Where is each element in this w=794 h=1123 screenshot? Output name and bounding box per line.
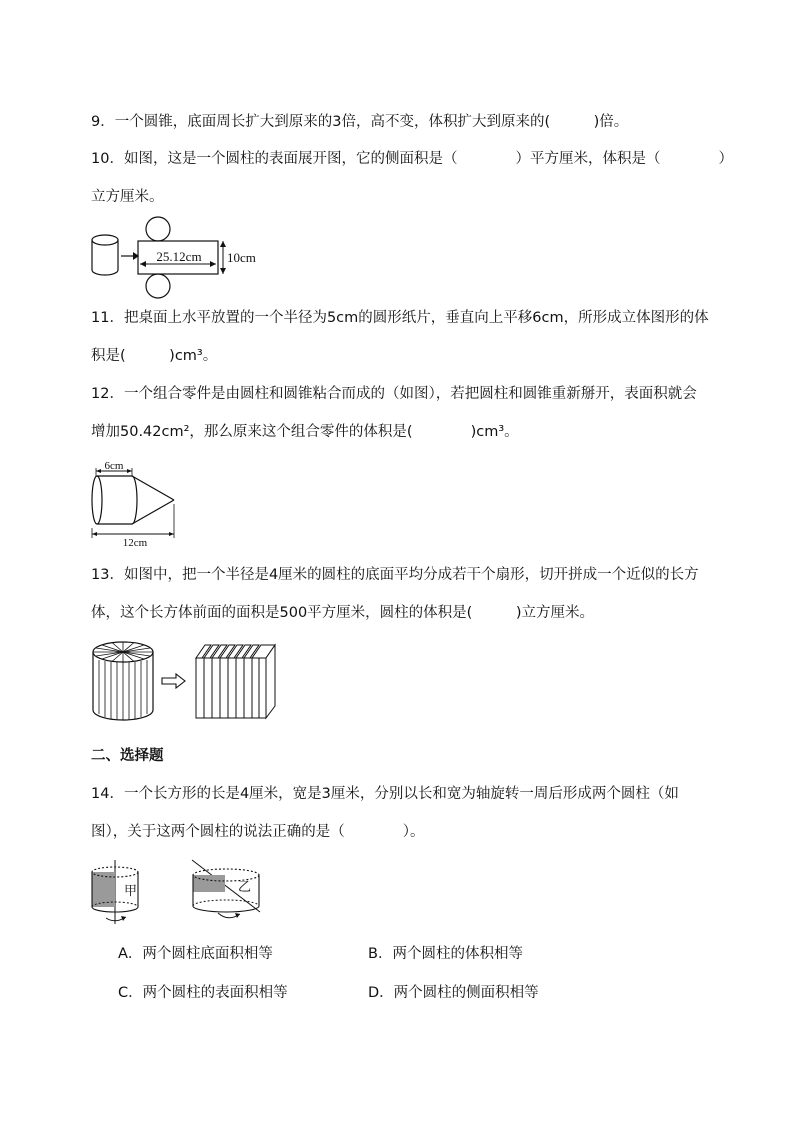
- total-length-label: 12cm: [122, 537, 148, 549]
- question-10-line-2: 立方厘米。: [91, 189, 164, 205]
- question-14-line-2: 图），关于这两个圆柱的说法正确的是（ ）。: [91, 824, 425, 840]
- option-d[interactable]: D．两个圆柱的侧面积相等: [368, 985, 539, 1001]
- sliced-cylinder: [93, 642, 153, 720]
- question-12-line-2: 增加50.42cm²，那么原来这个组合零件的体积是( )cm³。: [91, 424, 519, 440]
- top-circle: [146, 217, 170, 241]
- cylinder-yi: [192, 860, 260, 918]
- label-jia: 甲: [124, 883, 138, 898]
- cylinder-length-label: 6cm: [104, 460, 124, 472]
- section-title: 二、选择题: [91, 748, 164, 764]
- question-11-line-1: 11．把桌面上水平放置的一个半径为5cm的圆形纸片，垂直向上平移6cm，所形成立体图形的体: [91, 310, 709, 326]
- cylinder-net-figure: [88, 214, 278, 300]
- question-10-line-1: 10．如图，这是一个圆柱的表面展开图，它的侧面积是（ ）平方厘米，体积是（ ）: [91, 151, 733, 167]
- question-9-line-1: 9．一个圆锥，底面周长扩大到原来的3倍，高不变，体积扩大到原来的( )倍。: [91, 114, 629, 130]
- option-b[interactable]: B．两个圆柱的体积相等: [368, 946, 523, 962]
- question-14-line-1: 14．一个长方形的长是4厘米，宽是3厘米，分别以长和宽为轴旋转一周后形成两个圆柱（如: [91, 786, 679, 802]
- option-c[interactable]: C．两个圆柱的表面积相等: [118, 985, 288, 1001]
- right-arrow-icon: [121, 252, 139, 260]
- question-12-line-1: 12．一个组合零件是由圆柱和圆锥粘合而成的（如图），若把圆柱和圆锥重新掰开，表面积就会: [91, 386, 697, 402]
- label-yi: 乙: [238, 879, 252, 894]
- question-13-line-2: 体，这个长方体前面的面积是500平方厘米，圆柱的体积是( )立方厘米。: [91, 605, 594, 621]
- cylinder-cone-figure: [88, 458, 188, 550]
- rotation-cylinders-figure: [88, 858, 288, 928]
- height-label: 10cm: [227, 250, 256, 265]
- cylinder-jia: [92, 860, 138, 924]
- question-13-line-1: 13．如图中，把一个半径是4厘米的圆柱的底面平均分成若干个扇形，切开拼成一个近似的长方: [91, 567, 699, 583]
- bottom-circle: [146, 274, 170, 298]
- approx-cuboid: [196, 645, 275, 718]
- cylinder-to-cuboid-figure: [88, 638, 288, 726]
- option-a[interactable]: A．两个圆柱底面积相等: [118, 946, 273, 962]
- question-11-line-2: 积是( )cm³。: [91, 348, 218, 364]
- small-cylinder-icon: [92, 235, 118, 275]
- hollow-arrow-icon: [162, 674, 185, 688]
- width-label: 25.12cm: [156, 249, 202, 264]
